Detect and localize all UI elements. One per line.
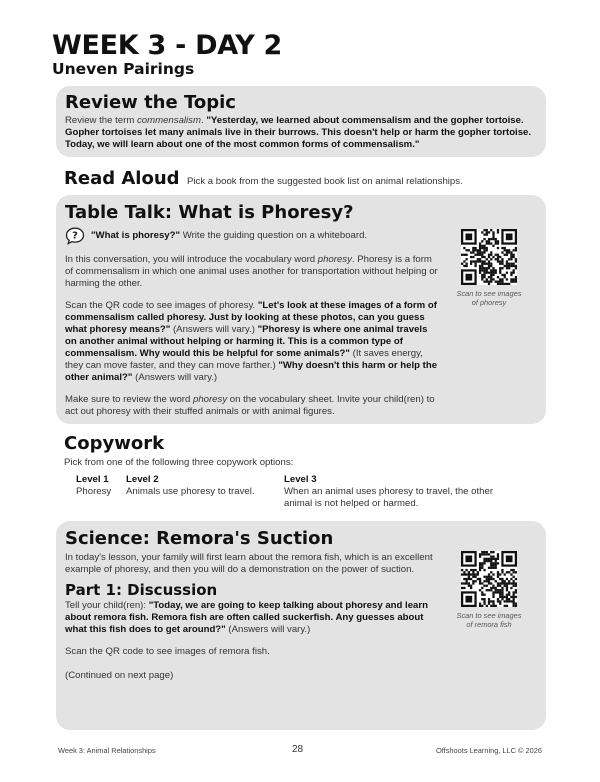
table-talk-heading: Table Talk: What is Phoresy?: [65, 202, 354, 223]
phoresy-qr[interactable]: [454, 229, 524, 307]
table-talk-card: [56, 195, 546, 424]
phoresy-qr-caption: Scan to see images of phoresy: [456, 289, 522, 307]
svg-text:?: ?: [72, 230, 78, 242]
read-aloud-heading: Read Aloud: [64, 168, 180, 189]
phoresy-review: Make sure to review the word phoresy on the vocabulary sheet. Invite your child(ren) to act out phoresy with their stuffed animals or with animal figures.: [65, 393, 435, 417]
footer-right: Offshoots Learning, LLC © 2026: [436, 746, 542, 755]
qr-code-icon[interactable]: [461, 551, 517, 607]
science-heading: Science: Remora's Suction: [65, 528, 334, 549]
level-2: Level 2 Animals use phoresy to travel.: [126, 473, 255, 497]
copywork-heading: Copywork: [64, 433, 165, 454]
part1-heading: Part 1: Discussion: [65, 580, 218, 599]
question-bubble-icon: [65, 227, 85, 245]
footer-left: Week 3: Animal Relationships: [58, 746, 156, 755]
page-subtitle: Uneven Pairings: [52, 60, 195, 78]
qr-code-icon[interactable]: [461, 229, 517, 285]
review-heading: Review the Topic: [65, 92, 236, 113]
remora-scan-text: Scan the QR code to see images of remora fish.: [65, 646, 270, 658]
part1-text: Tell your child(ren): "Today, we are going to keep talking about phoresy and learn about remora fish. Remora fish are often called suckerfish. Any guesses about what this fish does to get around?" (Answers will vary.): [65, 600, 428, 636]
read-aloud-text: Pick a book from the suggested book list on animal relationships.: [187, 176, 463, 187]
page-number: 28: [292, 744, 304, 755]
copywork-intro: Pick from one of the following three copywork options:: [64, 456, 294, 468]
guiding-question-text: "What is phoresy?" Write the guiding question on a whiteboard.: [91, 229, 368, 241]
review-card: [56, 86, 546, 157]
level-3: Level 3 When an animal uses phoresy to travel, the other animal is not helped or harmed.: [284, 473, 494, 509]
science-intro: In today's lesson, your family will first learn about the remora fish, which is an excellent example of phoresy, and then you will do a demonstration on the power of suction.: [65, 551, 433, 575]
remora-qr[interactable]: [454, 551, 524, 629]
continued-note: (Continued on next page): [65, 670, 174, 682]
level-1: Level 1 Phoresy: [76, 473, 112, 497]
phoresy-intro: In this conversation, you will introduce the vocabulary word phoresy. Phoresy is a form of commensalism in which one animal uses another for transportation without helping or harming the other.: [65, 253, 438, 289]
remora-qr-caption: Scan to see images of remora fish: [456, 611, 522, 629]
copywork-section: [64, 434, 544, 510]
copywork-levels: [76, 474, 544, 510]
science-card: [56, 521, 546, 730]
read-aloud-section: [64, 168, 554, 189]
phoresy-discussion: Scan the QR code to see images of phoresy. "Let's look at these images of a form of commensalism called phoresy. Just by looking at these photos, can you guess what phoresy means?" (Answers will vary.) "Phoresy is where one animal travels on another animal without helping or harming it. This is a common type of commensalism. Why would this be helpful for some animals?" (It saves energy, they can move faster, and they can move farther.) "Why doesn't this harm or help the other animal?" (Answers will vary.): [65, 299, 438, 383]
review-text: Review the term commensalism. "Yesterday, we learned about commensalism and the gopher tortoise. Gopher tortoises let many animals live in their burrows. This doesn't help or harm the gopher tortoise. Today, we will learn about one of the most common forms of commensalism.": [65, 114, 532, 150]
page-title: WEEK 3 - DAY 2: [52, 30, 283, 61]
